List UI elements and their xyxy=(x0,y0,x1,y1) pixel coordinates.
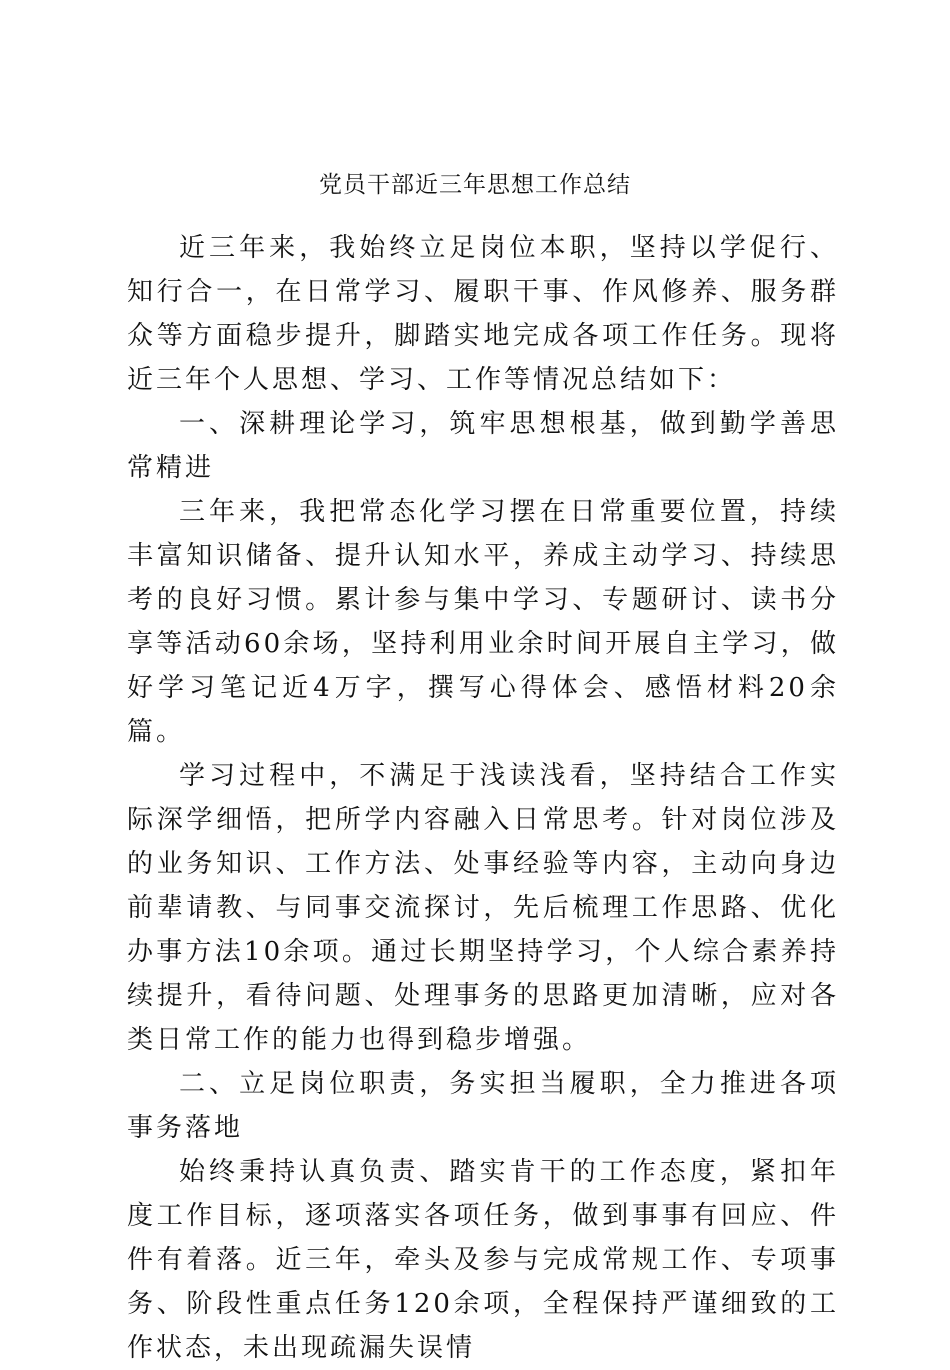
body-paragraph: 三年来，我把常态化学习摆在日常重要位置，持续丰富知识储备、提升认知水平，养成主动学习、持续思考的良好习惯。累计参与集中学习、专题研讨、读书分享等活动60余场，坚持利用业余时间开展自主学习，做好学习笔记近4万字，撰写心得体会、感悟材料20余篇。 xyxy=(127,497,839,747)
intro-paragraph: 近三年来，我始终立足岗位本职，坚持以学促行、知行合一，在日常学习、履职干事、作风修养、服务群众等方面稳步提升，脚踏实地完成各项工作任务。现将近三年个人思想、学习、工作等情况总结如下： xyxy=(127,233,839,395)
body-paragraph: 学习过程中，不满足于浅读浅看，坚持结合工作实际深学细悟，把所学内容融入日常思考。针对岗位涉及的业务知识、工作方法、处事经验等内容，主动向身边前辈请教、与同事交流探讨，先后梳理工作思路、优化办事方法10余项。通过长期坚持学习，个人综合素养持续提升，看待问题、处理事务的思路更加清晰，应对各类日常工作的能力也得到稳步增强。 xyxy=(127,761,839,1055)
section-heading-2: 二、立足岗位职责，务实担当履职，全力推进各项事务落地 xyxy=(127,1069,839,1143)
document-body xyxy=(127,226,839,1370)
document-title: 党员干部近三年思想工作总结 xyxy=(319,172,631,198)
body-paragraph: 始终秉持认真负责、踏实肯干的工作态度，紧扣年度工作目标，逐项落实各项任务，做到事事有回应、件件有着落。近三年，牵头及参与完成常规工作、专项事务、阶段性重点任务120余项，全程保持严谨细致的工作状态，未出现疏漏失误情 xyxy=(127,1157,839,1363)
section-heading-1: 一、深耕理论学习，筑牢思想根基，做到勤学善思常精进 xyxy=(127,409,839,483)
